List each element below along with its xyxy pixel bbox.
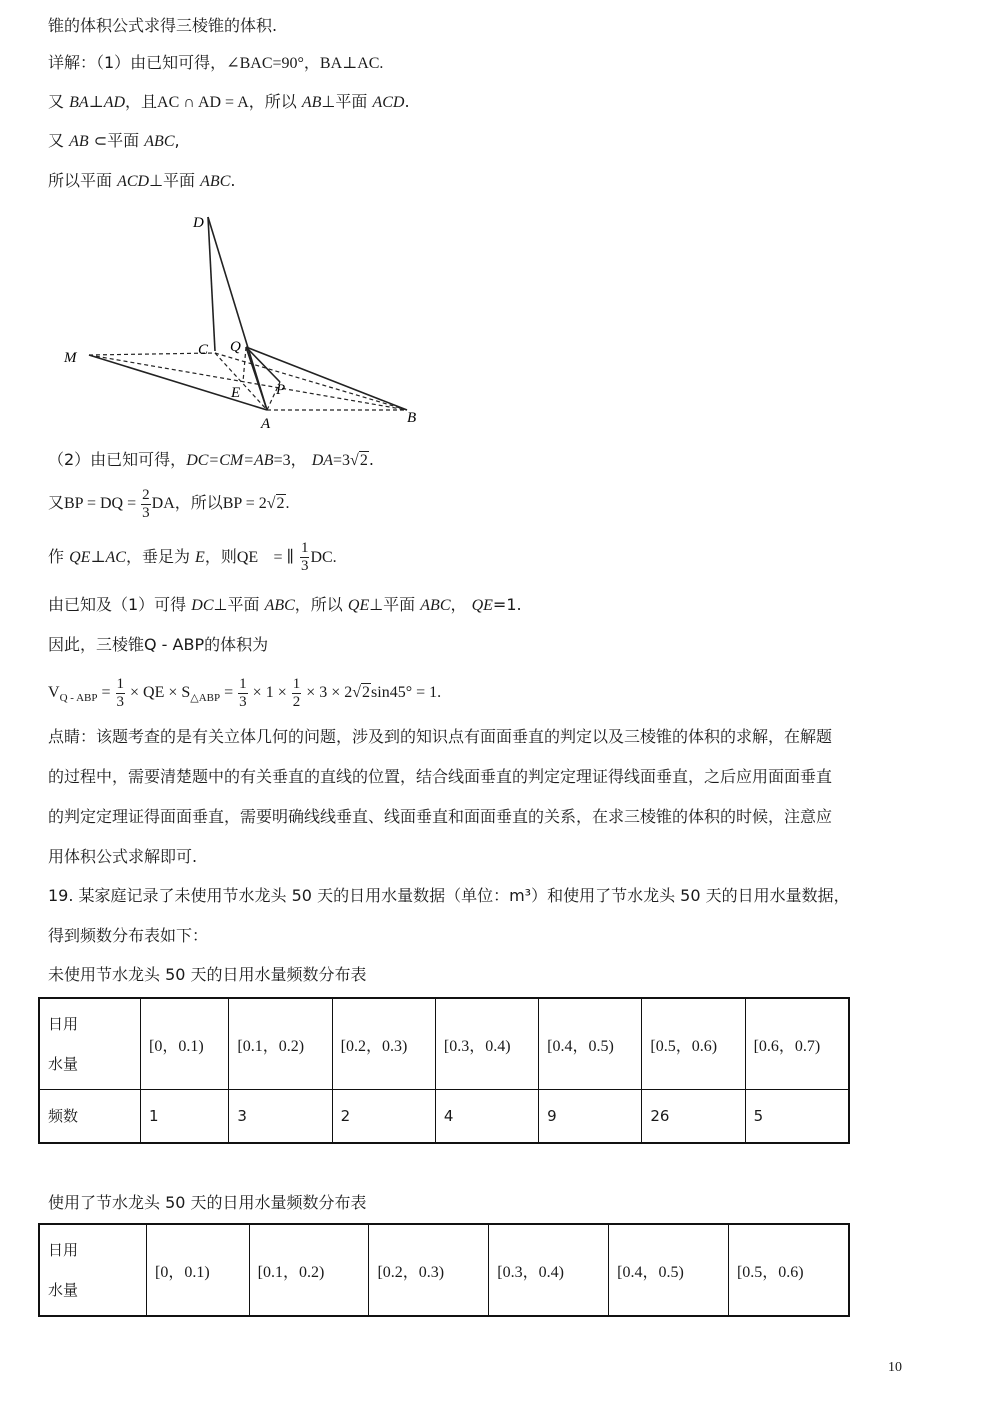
- text: 的过程中，需要清楚题中的有关垂直的直线的位置，结合线面垂直的判定定理证得线面垂直，之后应用面面垂直: [48, 767, 833, 786]
- dashed-edges: [89, 347, 407, 410]
- math-expression: BA⊥AD: [69, 94, 126, 111]
- text: 所以平面: [48, 171, 113, 190]
- interval-cell: [0.5，0.6): [642, 998, 745, 1090]
- text: 点睛：该题考查的是有关立体几何的问题，涉及到的知识点有面面垂直的判定以及三棱锥的体积的求解，在解题: [48, 727, 833, 746]
- text: ，: [450, 595, 467, 614]
- remark-line-4: [48, 847, 197, 867]
- text: 得到频数分布表如下：: [48, 926, 209, 945]
- text: 详解：（1）由已知可得，: [48, 53, 227, 72]
- radicand: 2: [359, 452, 368, 469]
- row-label-cell: 频数: [39, 1090, 141, 1144]
- text: 未使用节水龙头 50 天的日用水量频数分布表: [48, 965, 367, 984]
- text: 用体积公式求解即可.: [48, 847, 198, 866]
- math-expression: AB: [69, 133, 89, 150]
- text-line-10: [48, 635, 268, 655]
- edge-MB: [89, 355, 407, 410]
- math-expression: ACD: [117, 173, 150, 190]
- count-cell: 2: [332, 1090, 435, 1144]
- math-expression: ACD: [372, 94, 405, 111]
- sqrt-expression: √2: [266, 495, 285, 513]
- text: ，垂足为: [125, 547, 190, 566]
- denominator: 2: [292, 693, 301, 710]
- math-expression: QE: [347, 597, 370, 614]
- text: × QE × S: [126, 684, 191, 701]
- text: 又BP = DQ =: [48, 495, 141, 513]
- solid-edges: [89, 217, 407, 410]
- text: =: [220, 684, 238, 701]
- text: DC.: [310, 549, 337, 566]
- text: .: [368, 450, 374, 469]
- header-text: 水量: [48, 1281, 79, 1299]
- text: 使用了节水龙头 50 天的日用水量频数分布表: [48, 1193, 367, 1212]
- header-cell: [39, 998, 141, 1090]
- math-expression: ABC: [144, 133, 175, 150]
- math-expression: DC=CM=AB: [186, 452, 274, 469]
- text: DA，所以BP = 2: [151, 495, 267, 513]
- denominator: 3: [142, 505, 150, 521]
- text-line-2: [48, 53, 383, 74]
- text-line-1: [48, 16, 277, 36]
- interval-cell: [0.1，0.2): [249, 1224, 369, 1316]
- text: ，则QE: [204, 549, 259, 566]
- text: ⊂平面: [93, 131, 140, 150]
- text-line-7: [48, 487, 290, 521]
- fraction: [116, 676, 126, 711]
- interval-cell: [0.3，0.4): [489, 1224, 609, 1316]
- text: sin45° = 1: [371, 684, 438, 701]
- edge-QA: [246, 347, 267, 410]
- count-cell: 4: [435, 1090, 538, 1144]
- math-expression: ABC: [264, 597, 295, 614]
- label-M: M: [64, 350, 77, 366]
- math-expression: AC ∩ AD = A: [157, 94, 249, 111]
- edge-MA: [89, 355, 267, 410]
- label-B: B: [407, 410, 417, 426]
- label-E: E: [231, 385, 241, 401]
- math-expression: DA: [311, 452, 334, 469]
- numerator: 2: [142, 487, 150, 503]
- volume-symbol: V: [48, 684, 60, 701]
- text: ⊥平面: [321, 92, 368, 111]
- text: ，BA⊥AC.: [303, 55, 384, 72]
- math-expression: AB: [301, 94, 322, 111]
- denominator: 3: [116, 693, 124, 710]
- text: ，所以: [294, 595, 343, 614]
- text: ，所以: [248, 92, 297, 111]
- label-A: A: [261, 416, 271, 432]
- text: 作: [48, 547, 65, 566]
- text: ⊥平面: [369, 595, 416, 614]
- subscript: △ABP: [190, 692, 221, 705]
- text: .: [437, 684, 442, 701]
- label-D: D: [193, 215, 204, 231]
- label-P: P: [276, 382, 286, 398]
- interval-cell: [0.2，0.3): [332, 998, 435, 1090]
- math-expression: ABC: [200, 173, 231, 190]
- edge-QE: [243, 347, 246, 382]
- text: 由已知及（1）可得: [48, 595, 187, 614]
- count-cell: 26: [642, 1090, 745, 1144]
- fraction: [300, 540, 310, 575]
- interval-cell: [0.2，0.3): [369, 1224, 489, 1316]
- table2-title: [48, 1193, 367, 1213]
- interval-cell: [0，0.1): [147, 1224, 250, 1316]
- label-Q: Q: [230, 339, 241, 355]
- count-cell: 5: [745, 1090, 849, 1144]
- header-cell: [39, 1224, 147, 1316]
- count-cell: 3: [229, 1090, 332, 1144]
- question-19-line-1: [48, 886, 850, 906]
- interval-cell: [0，0.1): [141, 998, 229, 1090]
- text: 因此，三棱锥Q - ABP的体积为: [48, 635, 269, 654]
- text-line-5: [48, 171, 235, 192]
- table-row: [39, 1224, 849, 1316]
- edge-QB: [246, 347, 407, 410]
- remark-line-3: [48, 807, 832, 827]
- denominator: 3: [300, 558, 309, 574]
- remark-line-2: [48, 767, 832, 787]
- radicand: 2: [362, 684, 371, 701]
- numerator: 1: [239, 675, 247, 692]
- text-line-9: [48, 595, 522, 616]
- denominator: 3: [239, 693, 247, 710]
- fraction: [141, 487, 151, 522]
- fraction: [238, 676, 248, 711]
- text-line-4: [48, 131, 180, 152]
- math-expression: QE: [471, 597, 493, 614]
- label-C: C: [198, 342, 209, 358]
- numerator: 1: [116, 675, 124, 692]
- text: ⊥平面: [213, 595, 260, 614]
- sqrt-expression: √2: [352, 684, 371, 701]
- edge-MC: [89, 353, 215, 355]
- text: 又: [48, 92, 65, 111]
- text: .: [230, 171, 236, 190]
- table1-title: [48, 965, 367, 985]
- header-text: 日用: [48, 1241, 79, 1259]
- interval-cell: [0.3，0.4): [435, 998, 538, 1090]
- text: =: [97, 684, 115, 701]
- table-row: [39, 1090, 849, 1144]
- header-text: 水量: [48, 1055, 79, 1073]
- question-19-line-2: [48, 926, 208, 946]
- math-expression: DC: [191, 597, 214, 614]
- math-expression: ABC: [420, 597, 451, 614]
- fraction: [292, 676, 302, 711]
- interval-cell: [0.6，0.7): [745, 998, 849, 1090]
- interval-cell: [0.4，0.5): [609, 1224, 729, 1316]
- text: 又: [48, 131, 65, 150]
- coefficient: =3: [333, 452, 351, 469]
- radicand: 2: [276, 495, 285, 513]
- angle-expression: ∠BAC=90°: [226, 55, 304, 72]
- page-number: 10: [888, 1360, 902, 1375]
- table-row: [39, 998, 849, 1090]
- text: × 1 ×: [248, 684, 291, 701]
- text: .: [285, 495, 290, 513]
- text: 的判定定理证得面面垂直，需要明确线线垂直、线面垂直和面面垂直的关系，在求三棱锥的体积的时候，注意应: [48, 807, 833, 826]
- text: 19. 某家庭记录了未使用节水龙头 50 天的日用水量数据（单位：m³）和使用了节水龙头 50 天的日用水量数据，: [48, 886, 850, 905]
- sqrt-expression: =3√2: [333, 452, 368, 469]
- text: （2）由已知可得，: [48, 450, 187, 469]
- count-cell: 1: [141, 1090, 229, 1144]
- remark-line-1: [48, 727, 832, 747]
- text: .: [404, 92, 410, 111]
- header-text: 日用: [48, 1015, 79, 1033]
- text-line-3: [48, 92, 410, 113]
- frequency-table-without-faucet: [38, 997, 850, 1144]
- text: ，且: [125, 92, 158, 111]
- numerator: 1: [292, 675, 301, 692]
- text: 锥的体积公式求得三棱锥的体积.: [48, 16, 278, 35]
- text: ,: [174, 131, 180, 150]
- text: =3，: [273, 452, 307, 469]
- volume-formula: [48, 670, 441, 716]
- text: × 3 × 2: [302, 684, 353, 701]
- geometry-figure: [55, 205, 435, 440]
- text-line-6: [48, 450, 374, 471]
- frequency-table-with-faucet: [38, 1223, 850, 1317]
- subscript: Q - ABP: [59, 692, 98, 705]
- interval-cell: [0.5，0.6): [728, 1224, 849, 1316]
- text: =1.: [492, 595, 522, 614]
- text-line-8: [48, 538, 337, 576]
- text: ⊥平面: [149, 171, 196, 190]
- count-cell: 9: [539, 1090, 642, 1144]
- math-expression: QE⊥AC: [69, 549, 126, 566]
- math-expression: E: [195, 549, 205, 566]
- numerator: 1: [300, 540, 309, 556]
- interval-cell: [0.1，0.2): [229, 998, 332, 1090]
- parallel-equal-sign: = ∥: [273, 549, 294, 566]
- interval-cell: [0.4，0.5): [539, 998, 642, 1090]
